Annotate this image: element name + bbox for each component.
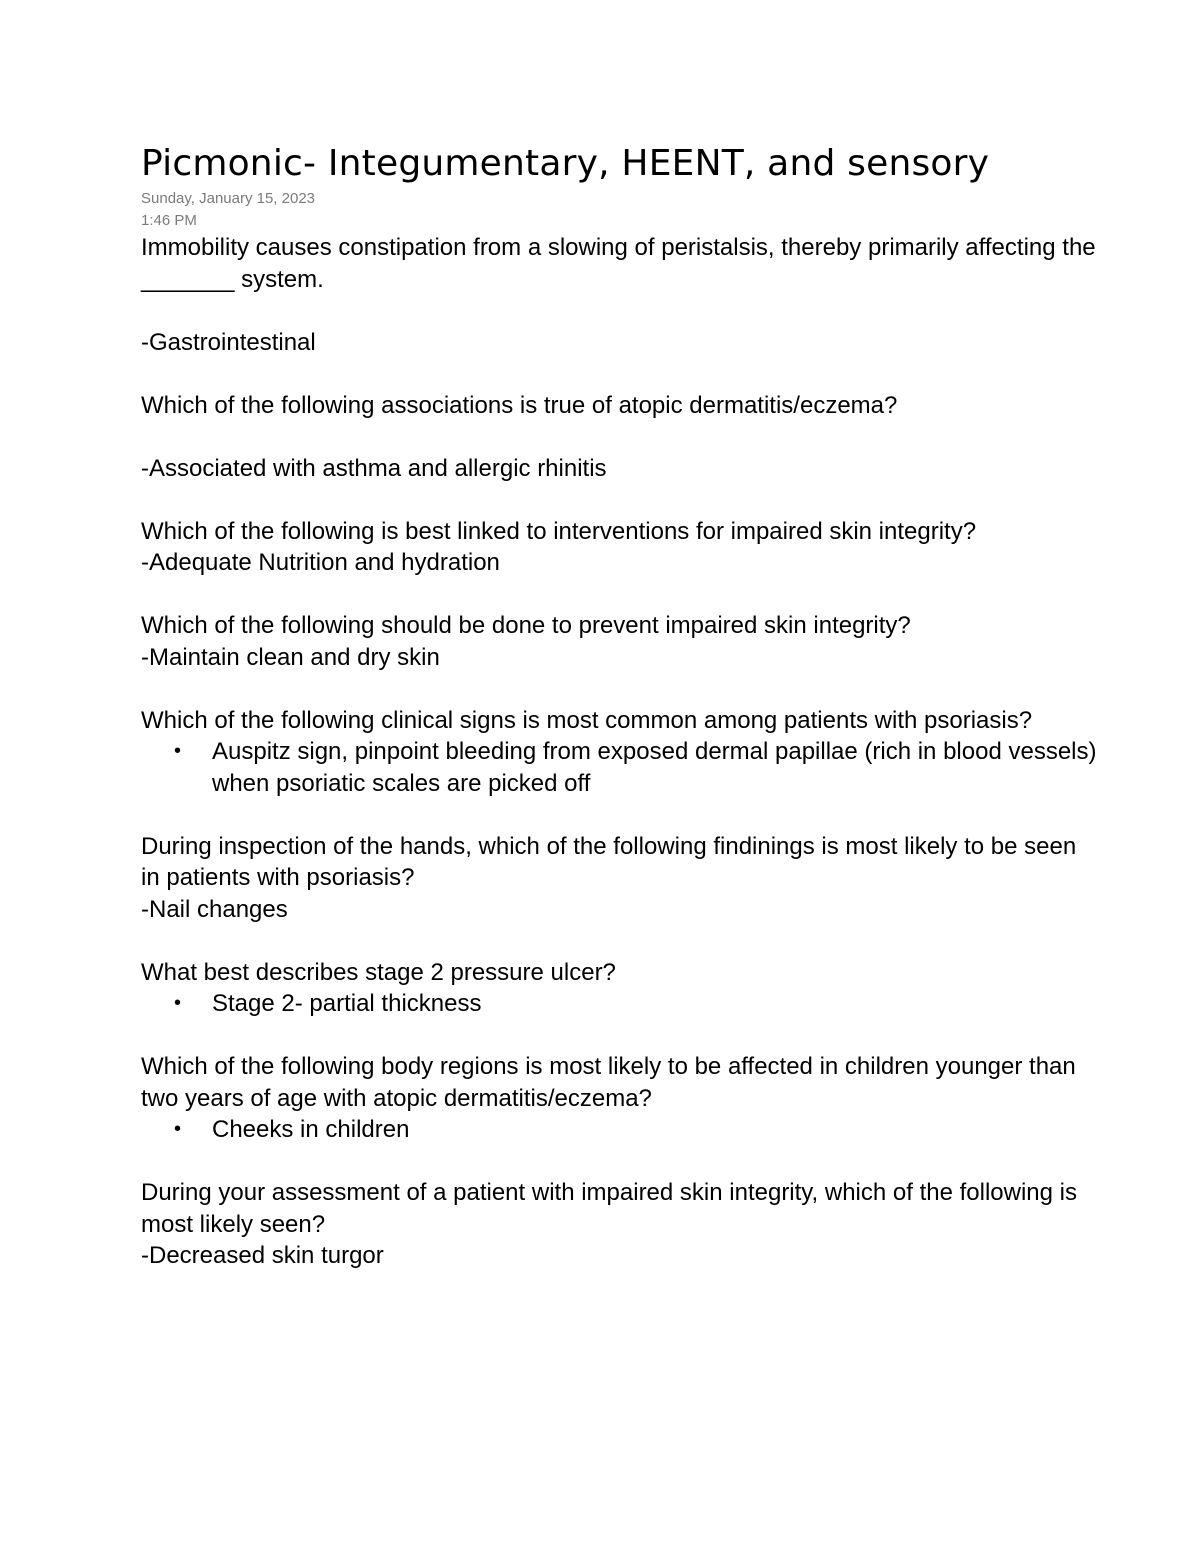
answer-text: -Maintain clean and dry skin (141, 643, 440, 671)
page-title: Picmonic- Integumentary, HEENT, and sensory (141, 143, 990, 184)
blank-line (141, 295, 1101, 327)
answer-text: -Adequate Nutrition and hydration (141, 549, 500, 576)
blank-line (141, 799, 1101, 831)
note-time: 1:46 PM (141, 212, 197, 229)
answer-text: Stage 2- partial thickness (212, 990, 482, 1017)
blank-line (141, 673, 1101, 705)
answer-text: -Nail changes (141, 895, 288, 923)
question-text: Which of the following is best linked to interventions for impaired skin integrity? (141, 517, 977, 545)
bullet-icon: • (174, 740, 182, 762)
answer-text: Cheeks in children (212, 1116, 410, 1143)
answer-text: -Gastrointestinal (141, 328, 316, 356)
blank-line (141, 1146, 1101, 1178)
answer-text: -Associated with asthma and allergic rhinitis (141, 454, 607, 482)
question-text: During inspection of the hands, which of the following findinings is most likely to be seen in patients with psoriasis? (141, 832, 1077, 891)
bullet-item (174, 736, 1101, 799)
note-date: Sunday, January 15, 2023 (141, 190, 316, 207)
question-text: Which of the following body regions is most likely to be affected in children younger than two years of age with atopic dermatitis/eczema? (141, 1053, 1076, 1112)
bullet-item (174, 1114, 1101, 1146)
answer-text: -Decreased skin turgor (141, 1242, 384, 1269)
bullet-item (174, 988, 1101, 1020)
bullet-icon: • (174, 1118, 182, 1140)
blank-line (141, 1020, 1101, 1052)
question-text: Which of the following should be done to prevent impaired skin integrity? (141, 612, 911, 639)
bullet-icon: • (174, 992, 182, 1014)
question-text: What best describes stage 2 pressure ulcer? (141, 958, 616, 986)
answer-text: Auspitz sign, pinpoint bleeding from exposed dermal papillae (rich in blood vessels) when psoriatic scales are picked off (212, 738, 1097, 797)
blank-line (141, 421, 1101, 453)
note-page (141, 142, 1101, 1272)
question-text: Which of the following clinical signs is most common among patients with psoriasis? (141, 706, 1033, 734)
blank-line (141, 925, 1101, 957)
question-text: During your assessment of a patient with impaired skin integrity, which of the following is most likely seen? (141, 1179, 1077, 1238)
blank-line (141, 484, 1101, 516)
note-body (141, 232, 1101, 1272)
blank-line (141, 358, 1101, 390)
blank-line (141, 579, 1101, 611)
question-text: Which of the following associations is true of atopic dermatitis/eczema? (141, 391, 898, 419)
question-text: Immobility causes constipation from a slowing of peristalsis, thereby primarily affecting the _______ system. (141, 234, 1096, 293)
